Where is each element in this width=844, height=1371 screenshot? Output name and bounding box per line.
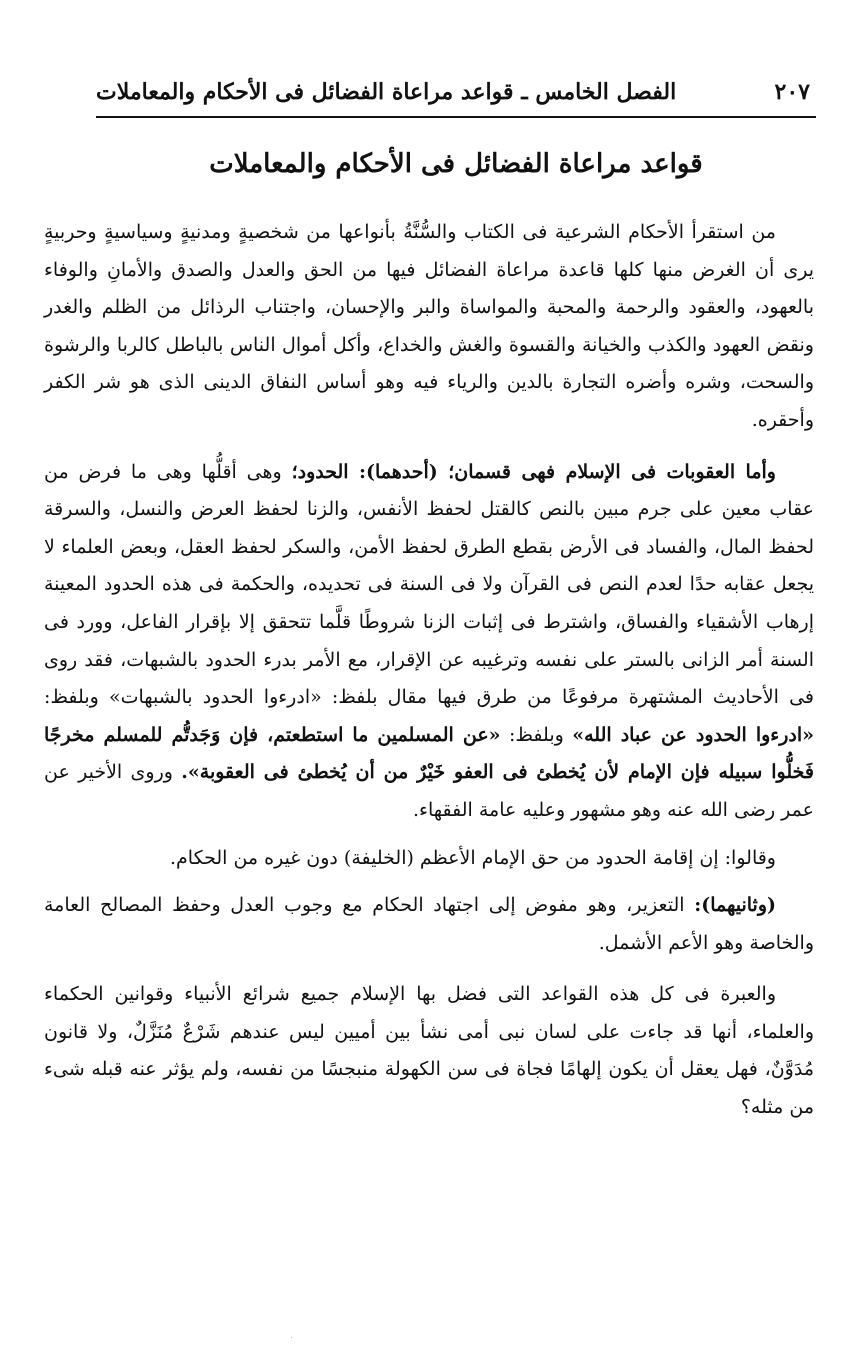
page-number: ٢٠٧ [774,79,810,105]
paragraph-1: من استقرأ الأحكام الشرعية فى الكتاب والسُّنَّةُ بأنواعها من شخصيةٍ ومدنيةٍ وسياسيةٍ وحربيةٍ يرى أن الغرض منها كلها قاعدة مراعاة الفضائل فيها من الحق والعدل والصدق والأمانِ والوفاء بالعهود، والعقود والرحمة والمحبة والمواساة والبر والإحسان، واجتناب الرذائل من الظلم والغدر ونقض العهود والكذب والخيانة والقسوة والغش والخداع، وأكل أموال الناس بالباطل كالربا والرشوة والسحت، وشره وأضره التجارة بالدين والرياء فيه وهو أساس النفاق الدينى الذى هو شر الكفر وأحقره. [44,221,814,431]
chapter-title: الفصل الخامس ـ قواعد مراعاة الفضائل فى الأحكام والمعاملات [96,79,677,105]
paragraph-5: والعبرة فى كل هذه القواعد التى فضل بها الإسلام جميع شرائع الأنبياء وقوانين الحكماء والعلماء، أنها قد جاءت على لسان نبى أمى نشأ بين أميين ليس عندهم شَرْعٌ مُنَزَّلٌ، ولا قانون مُدَوَّنٌ، فهل يعقل أن يكون إلهامًا فجاة فى سن الكهولة منبجسًا من نفسه، ولم يؤثر عنه قبله شىء من مثله؟ [44,983,814,1119]
body-text [44,214,814,1137]
paragraph-3: وقالوا: إن إقامة الحدود من حق الإمام الأعظم (الخليفة) دون غيره من الحكام. [170,846,776,869]
running-header [96,72,810,112]
hadith-quote-2: «عن المسلمين ما استطعتم، فإن وَجَدتُّم للمسلم مخرجًا فَخلُّوا سبيله فإن الإمام لأن يُخطئ فى العفو خَيْرٌ من أن يُخطئ فى العقوبة». [44,723,814,784]
paragraph-4-text: التعزير، وهو مفوض إلى اجتهاد الحكام مع وجوب العدل وحفظ المصالح العامة والخاصة وهو الأعم الأشمل. [44,894,814,954]
paragraph-2-text: وهى أقلُّها وهى ما فرض من عقاب معين على جرم مبين بالنص كالقتل لحفظ الأنفس، والزنا لحفظ العرض والنسل، والسرقة لحفظ المال، والفساد فى الأرض بقطع الطرق لحفظ الأمن، والسكر لحفظ العقل، وبعض العلماء لا يجعل عقابه حدًا لعدم النص فى القرآن ولا فى السنة فى تحديده، والحكمة فى هذه الحدود المعينة إرهاب الأشقياء والفساق، واشترط فى إثبات الزنا شروطًا قلَّما تتحقق إلا بإقرار الفاعل، وورد فى السنة أمر الزانى بالستر على نفسه وترغيبه عن الإقرار، مع الأمر بدرء الحدود بالشبهات، فقد روى فى الأحاديث المشتهرة مرفوعًا من طرق فيها مقال بلفظ: «ادرءوا الحدود بالشبهات» وبلفظ: [44,460,814,709]
section-title: قواعد مراعاة الفضائل فى الأحكام والمعاملات [209,149,703,179]
scan-speck: . [290,1330,294,1341]
paragraph-2-connector: وبلفظ: [500,723,573,746]
header-rule [96,116,816,118]
hadith-quote-1: «ادرءوا الحدود عن عباد الله» [572,723,815,746]
paragraph-2-end: وروى الأخير عن عمر رضى الله عنه وهو مشهور وعليه عامة الفقهاء. [44,761,814,821]
paragraph-2-lead: وأما العقوبات فى الإسلام فهى قسمان؛ (أحدهما): الحدود؛ [291,460,776,483]
paragraph-4-lead: (وثانيهما): [694,894,776,917]
paragraph-4 [44,887,814,962]
paragraph-2 [44,454,814,830]
